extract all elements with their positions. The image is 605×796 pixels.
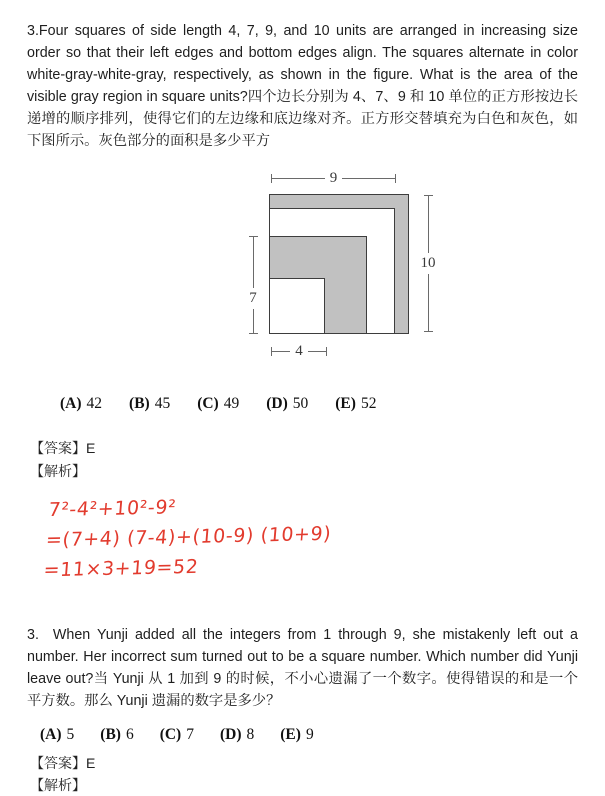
choice-1-b	[129, 395, 170, 413]
problem2-choices	[40, 726, 314, 744]
choice-value: 45	[154, 395, 171, 412]
problem2-answer: 【答案】E	[30, 755, 96, 771]
choice-letter: (C)	[197, 395, 219, 412]
choice-letter: (B)	[129, 395, 150, 412]
choice-1-e	[335, 395, 376, 413]
dimension-top	[271, 171, 396, 185]
choice-value: 50	[292, 395, 309, 412]
choice-letter: (A)	[60, 395, 82, 412]
choice-2-c	[160, 726, 194, 744]
choice-letter: (D)	[266, 395, 288, 412]
choice-letter: (D)	[219, 726, 242, 743]
handwriting-line-3: =11×3+19=52	[42, 555, 200, 582]
dimension-label-7: 7	[249, 289, 257, 306]
dimension-line	[272, 178, 325, 179]
dimension-line	[428, 196, 429, 253]
choice-value: 52	[360, 395, 377, 412]
choice-value: 7	[186, 726, 194, 743]
choice-letter: (C)	[159, 726, 182, 743]
dimension-label-4: 4	[295, 342, 303, 359]
choice-letter: (A)	[40, 726, 62, 743]
choice-value: 5	[66, 726, 75, 743]
problem2-text: 3. When Yunji added all the integers from 1 through 9, she mistakenly left out a number. Her incorrect sum turned out to be a square number. Which number did Yunji leave out?当 Yunji 从 1 加到 9 的时候，不小心遗漏了一个数字。使得错误的和是一个平方数。那么 Yunji 遗漏的数字是多少？	[27, 627, 578, 709]
choice-2-a	[40, 726, 74, 744]
choice-1-c	[197, 395, 239, 413]
dimension-tick	[249, 333, 258, 334]
handwriting-line-2: =(7+4) (7-4)+(10-9) (10+9)	[45, 522, 333, 552]
dimension-line	[308, 351, 326, 352]
choice-letter: (B)	[100, 726, 121, 743]
dimension-label-10: 10	[420, 255, 436, 271]
problem1-analysis: 【解析】	[30, 463, 86, 479]
dimension-line	[342, 178, 395, 179]
dimension-tick	[326, 347, 327, 356]
dimension-tick	[395, 174, 396, 183]
choice-2-b	[100, 726, 133, 744]
choice-1-d	[266, 395, 308, 413]
handwritten-solution	[42, 489, 335, 586]
dimension-tick	[424, 331, 433, 332]
choice-letter: (E)	[280, 726, 301, 743]
dimension-label-9: 9	[329, 169, 338, 186]
dimension-bottom	[271, 344, 327, 358]
choice-value: 42	[86, 395, 103, 412]
problem1-answer: 【答案】E	[30, 440, 96, 456]
choice-2-d	[220, 726, 254, 744]
choice-value: 9	[305, 726, 314, 743]
problem1-choices	[60, 395, 376, 413]
dimension-line	[253, 237, 254, 288]
choice-2-e	[280, 726, 313, 744]
choice-letter: (E)	[335, 395, 356, 412]
dimension-left	[245, 236, 261, 334]
dimension-line	[428, 274, 429, 331]
dimension-line	[253, 309, 254, 333]
dimension-right	[417, 195, 439, 332]
problem2-analysis: 【解析】	[30, 777, 86, 793]
square-4	[269, 278, 325, 334]
squares-figure	[245, 168, 455, 368]
choice-value: 8	[246, 726, 255, 743]
choice-1-a	[60, 395, 102, 413]
problem1-text: 3.Four squares of side length 4, 7, 9, and 10 units are arranged in increasing size order so that their left edges and bottom edges align. The squares alternate in color white-gray-white-gray, respectively, as shown in the figure. What is the area of the visible gray region in square units?四个边长分别为 4、7、9 和 10 单位的正方形按边长递增的顺序排列，使得它们的左边缘和底边缘对齐。正方形交替填充为白色和灰色，如下图所示。灰色部分的面积是多少平方	[27, 23, 578, 149]
dimension-line	[272, 351, 290, 352]
handwriting-line-1: 7²-4²+10²-9²	[47, 496, 178, 522]
choice-value: 6	[125, 726, 134, 743]
choice-value: 49	[223, 395, 240, 412]
